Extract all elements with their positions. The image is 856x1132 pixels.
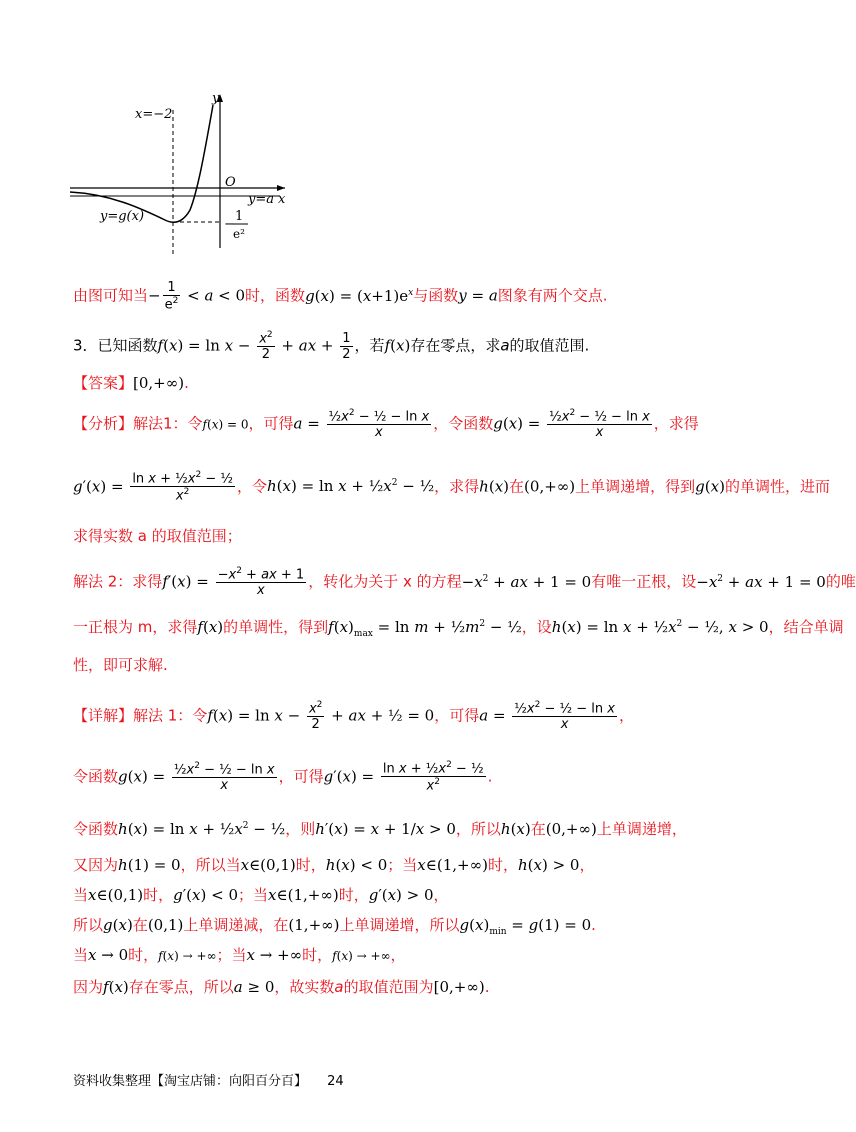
conclusion-line: 由图可知当− $\frac{1}{e^2}$ < a < 0时，函数$g(x) = (x+1)e^x$与函数y = a图象有两个交点. [73,280,608,313]
footer-text: 资料收集整理【淘宝店铺：向阳百分百】 [73,1074,308,1089]
question-3: 3．已知函数f(x) = ln x − $\frac{x^2}{2}$ + ax + $\frac{1}{2}$ ，若f(x)存在零点，求a的取值范围. [73,330,590,363]
graph-label-ya: y=a [248,192,274,207]
graph-label-frac-num: 1 [235,209,244,224]
detail-line-8: 因为f(x)存在零点，所以a ≥ 0，故实数a的取值范围为[0,+∞). [73,978,490,996]
page-footer [73,1070,344,1089]
graph-label-yg: y=g(x) [100,209,145,224]
graph-label-frac-den: e² [233,227,245,241]
analysis-line-2: g′(x) = $\frac{\ln x + \frac{1}{2}x^2 - \frac{1}{2}}{x^2}$ ，令$h(x) = \ln x + \frac{1}{2}x^2$ − ½，求得h(x)在(0,+∞)上单调递增，得到g(x)的单调性，进而 [73,470,830,504]
analysis-line-1: 【分析】解法1：令f(x) = 0，可得a = $\frac{\frac{1}{2}x^2 - \frac{1}{2} - \ln x}{x}$ ，令函数g(x) = $\frac{\frac{1}{2}x^2 - \frac{1}{2} - \ln x}{x}$ ，求得 [73,408,699,441]
graph-label-neg: − [224,217,235,232]
method2-line-3: 性，即可求解. [73,656,168,674]
graph-label-x-eq: x=−2 [135,107,173,122]
method2-line-2: 一正根为 m，求得f(x)的单调性，得到$f(x)_{max} = \ln m$ + $\frac{1}{2}m^2$ − ½，设$h(x) = \ln x + \frac{1}{2}x^2$ − ½, x > 0，结合单调 [73,618,844,639]
answer-line: 【答案】[0,+∞). [73,374,189,392]
detail-line-3: 令函数$h(x) = \ln x + \frac{1}{2}x^2$ − ½，则h′(x) = x + 1/x > 0，所以h(x)在(0,+∞)上单调递增， [73,820,687,838]
analysis-line-3: 求得实数 a 的取值范围； [73,527,242,545]
detail-line-6: 所以g(x)在(0,1)上单调递减，在(1,+∞)上单调递增，所以$g(x)_{min} = g(1) = 0$. [73,916,596,937]
graph-label-x: x [278,192,286,207]
page-number: 24 [327,1074,344,1089]
graph-label-o: O [225,175,236,190]
graph-label-y: y [212,91,220,106]
detail-line-4: 又因为h(1) = 0，所以当x∈(0,1)时，h(x) < 0；当x∈(1,+∞)时，h(x) > 0， [73,856,595,874]
method2-line-1: 解法 2：求得f′(x) = $\frac{-x^2 + ax + 1}{x}$ ，转化为关于 x 的方程$-x^2$ + ax + 1 = 0有唯一正根，设$-x^2$ + ax + 1 = 0的唯 [73,566,856,599]
detail-line-7: 当x → 0时，f(x) → +∞；当x → +∞时，f(x) → +∞， [73,946,406,964]
function-graph [70,90,300,250]
detail-line-2: 令函数g(x) = $\frac{\frac{1}{2}x^2 - \frac{1}{2} - \ln x}{x}$ ，可得g′(x) = $\frac{\ln x + \frac{1}{2}x^2 - \frac{1}{2}}{x^2}$ . [73,760,493,794]
detail-line-1: 【详解】解法 1：令f(x) = ln x − $\frac{x^2}{2}$ + ax + ½ = 0，可得a = $\frac{\frac{1}{2}x^2 - \frac{1}{2} - \ln x}{x}$ ， [73,700,634,733]
detail-line-5: 当x∈(0,1)时，g′(x) < 0；当x∈(1,+∞)时，g′(x) > 0， [73,886,449,904]
